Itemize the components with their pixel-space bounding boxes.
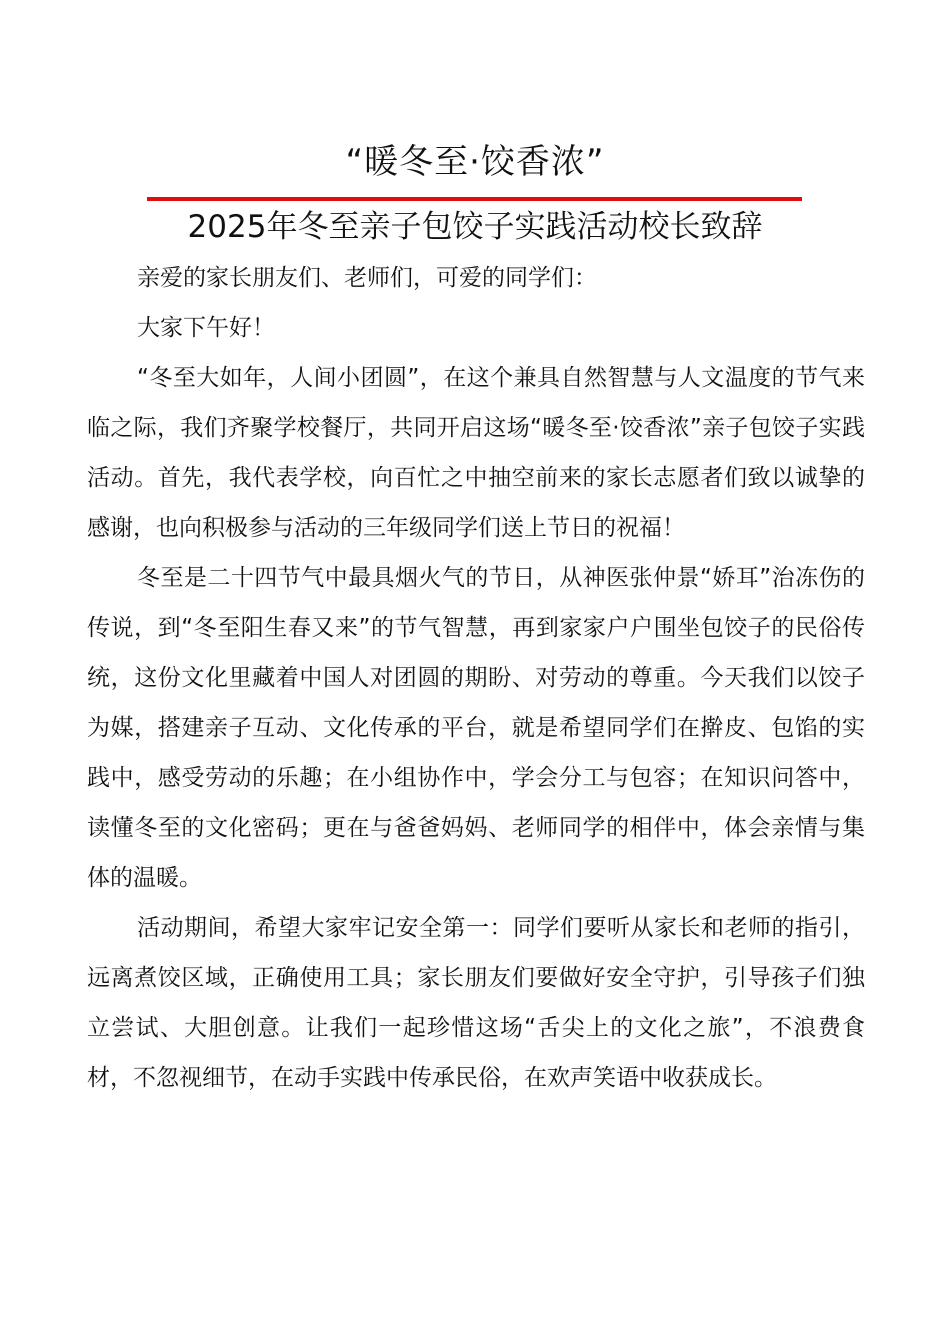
document-subtitle: 2025年冬至亲子包饺子实践活动校长致辞 (187, 209, 763, 245)
paragraph-culture: 冬至是二十四节气中最具烟火气的节日，从神医张仲景“娇耳”治冻伤的传说，到“冬至阳生春又来”的节气智慧，再到家家户户围坐包饺子的民俗传统，这份文化里藏着中国人对团圆的期盼、对劳动的尊重。今天我们以饺子为媒，搭建亲子互动、文化传承的平台，就是希望同学们在擀皮、包馅的实践中，感受劳动的乐趣；在小组协作中，学会分工与包容；在知识问答中，读懂冬至的文化密码；更在与爸爸妈妈、老师同学的相伴中，体会亲情与集体的温暖。 (87, 565, 865, 891)
paragraph-salutation: 大家下午好！ (137, 315, 275, 341)
paragraph-opening: “冬至大如年，人间小团圆”，在这个兼具自然智慧与人文温度的节气来临之际，我们齐聚学校餐厅，共同开启这场“暖冬至·饺香浓”亲子包饺子实践活动。首先，我代表学校，向百忙之中抽空前来的家长志愿者们致以诚挚的感谢，也向积极参与活动的三年级同学们送上节日的祝福！ (87, 365, 865, 541)
paragraph-safety: 活动期间，希望大家牢记安全第一：同学们要听从家长和老师的指引，远离煮饺区域，正确使用工具；家长朋友们要做好安全守护，引导孩子们独立尝试、大胆创意。让我们一起珍惜这场“舌尖上的文化之旅”，不浪费食材，不忽视细节，在动手实践中传承民俗，在欢声笑语中收获成长。 (87, 915, 865, 1091)
paragraph-greeting: 亲爱的家长朋友们、老师们，可爱的同学们： (137, 265, 597, 291)
speech-body (87, 253, 865, 1103)
document-title: “暖冬至·饺香浓” (345, 142, 605, 182)
title-divider (147, 197, 802, 201)
